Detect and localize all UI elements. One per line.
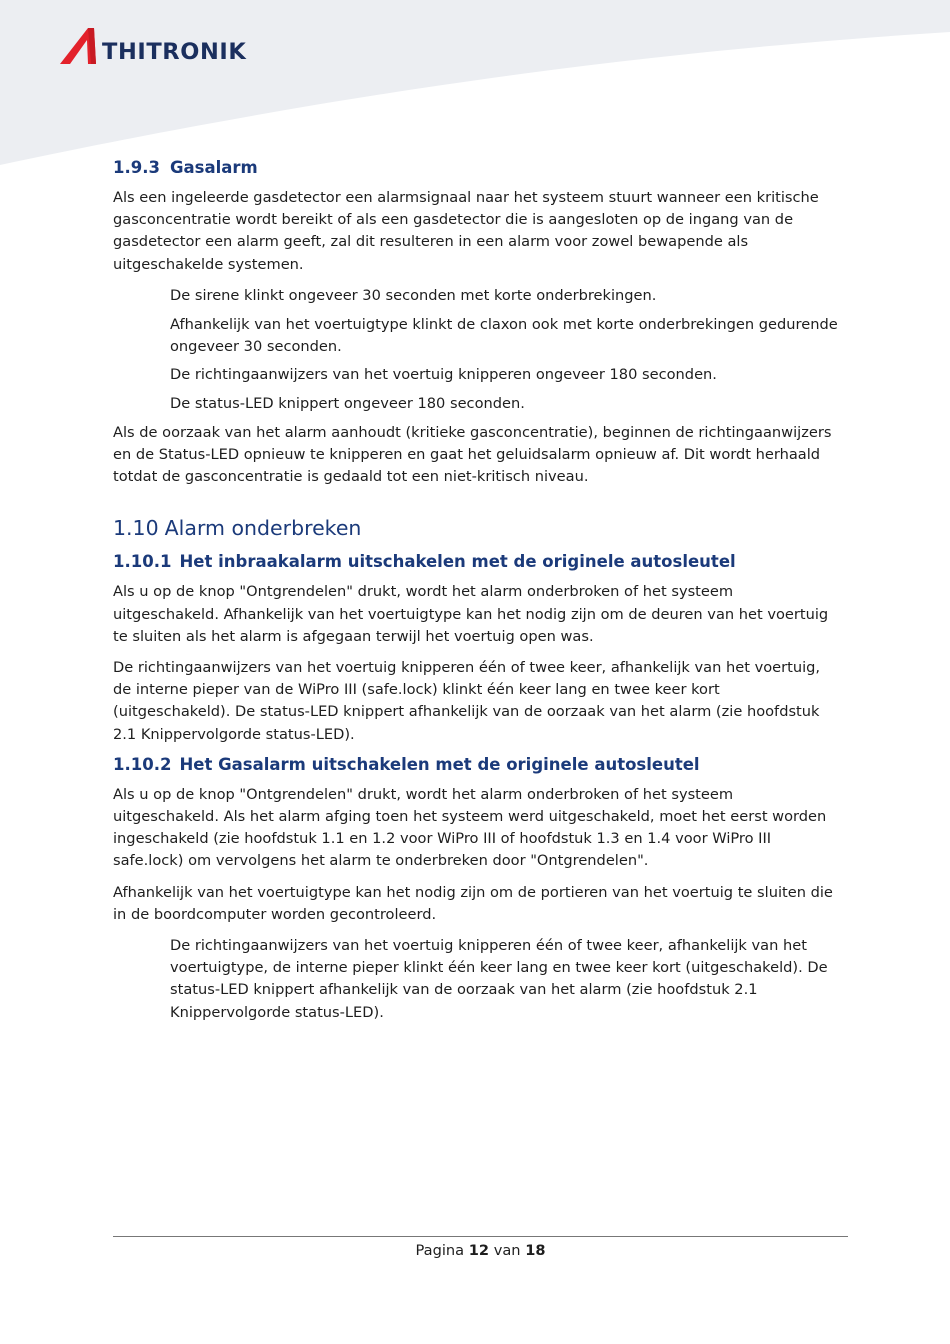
list-item: Afhankelijk van het voertuigtype klinkt de claxon ook met korte onderbrekingen gedurende ongeveer 30 seconden. <box>170 315 838 355</box>
section-title: Het Gasalarm uitschakelen met de originele autosleutel <box>179 754 700 774</box>
logo-wordmark: THITRONIK <box>102 38 247 65</box>
paragraph: Als de oorzaak van het alarm aanhoudt (kritieke gasconcentratie), beginnen de richtingaanwijzers en de Status-LED opnieuw te knipperen en gaat het geluidsalarm opnieuw af. Dit wordt herhaald totdat de gasconcentratie is gedaald tot een niet-kritisch niveau. <box>113 423 832 486</box>
section-number: 1.10.2 <box>113 754 172 774</box>
section-title: Gasalarm <box>170 158 258 177</box>
paragraph: De richtingaanwijzers van het voertuig knipperen één of twee keer, afhankelijk van het voertuig, de interne pieper van de WiPro III (safe.lock) klinkt één keer lang en twee keer kort (uitgeschakeld). De status-LED knippert afhankelijk van de oorzaak van het alarm (zie hoofdstuk 2.1 Knippervolgorde status-LED). <box>113 659 821 743</box>
footer-separator: van <box>493 1242 521 1259</box>
list-item: De richtingaanwijzers van het voertuig knipperen ongeveer 180 seconden. <box>170 366 717 384</box>
footer-prefix: Pagina <box>415 1242 465 1259</box>
list-item: De richtingaanwijzers van het voertuig knipperen één of twee keer, afhankelijk van het voertuigtype, de interne pieper klinkt één keer lang en twee keer kort (uitgeschakeld). De status-LED knippert afhankelijk van de oorzaak van het alarm (zie hoofdstuk 2.1 Knippervolgorde status-LED). <box>170 937 828 1021</box>
section-title: Het inbraakalarm uitschakelen met de originele autosleutel <box>179 552 736 572</box>
section-heading-1-10-1 <box>113 552 841 571</box>
current-page-number: 12 <box>468 1242 490 1259</box>
bullet-list <box>113 935 841 1024</box>
paragraph: Als een ingeleerde gasdetector een alarmsignaal naar het systeem stuurt wanneer een kritische gasconcentratie wordt bereikt of als een gasdetector die is aangesloten op de ingang van de gasdetector een alarm geeft, zal dit resulteren in een alarm voor zowel bewapende als uitgeschakelde systemen. <box>113 189 819 273</box>
section-heading-1-10-2 <box>113 755 841 774</box>
total-page-count: 18 <box>525 1242 546 1259</box>
section-heading-1-9-3 <box>113 158 841 177</box>
section-title: Alarm onderbreken <box>164 516 362 541</box>
section-number: 1.10.1 <box>113 552 172 572</box>
thitronik-logo-mark-icon <box>58 26 100 66</box>
page-footer <box>113 1242 848 1259</box>
bullet-list <box>113 285 841 416</box>
paragraph: Als u op de knop "Ontgrendelen" drukt, wordt het alarm onderbroken of het systeem uitgeschakeld. Afhankelijk van het voertuigtype kan het nodig zijn om de deuren van het voertuig te sluiten als het alarm is afgegaan terwijl het voertuig open was. <box>113 583 829 645</box>
paragraph: Als u op de knop "Ontgrendelen" drukt, wordt het alarm onderbroken of het systeem uitgeschakeld. Als het alarm afging toen het systeem werd uitgeschakeld, moet het eerst worden ingeschakeld (zie hoofdstuk 1.1 en 1.2 voor WiPro III of hoofdstuk 1.3 en 1.4 voor WiPro III safe.lock) om vervolgens het alarm te onderbreken door "Ontgrendelen". <box>113 785 827 870</box>
footer-divider <box>113 1236 848 1237</box>
section-number: 1.10 <box>113 516 159 541</box>
paragraph: Afhankelijk van het voertuigtype kan het nodig zijn om de portieren van het voertuig te sluiten die in de boordcomputer worden gecontroleerd. <box>113 883 833 923</box>
page-content <box>113 158 841 1030</box>
section-heading-1-10 <box>113 516 841 540</box>
thitronik-logo <box>58 24 246 66</box>
list-item: De sirene klinkt ongeveer 30 seconden met korte onderbrekingen. <box>170 286 657 304</box>
section-number: 1.9.3 <box>113 158 160 177</box>
list-item: De status-LED knippert ongeveer 180 seconden. <box>170 395 525 413</box>
